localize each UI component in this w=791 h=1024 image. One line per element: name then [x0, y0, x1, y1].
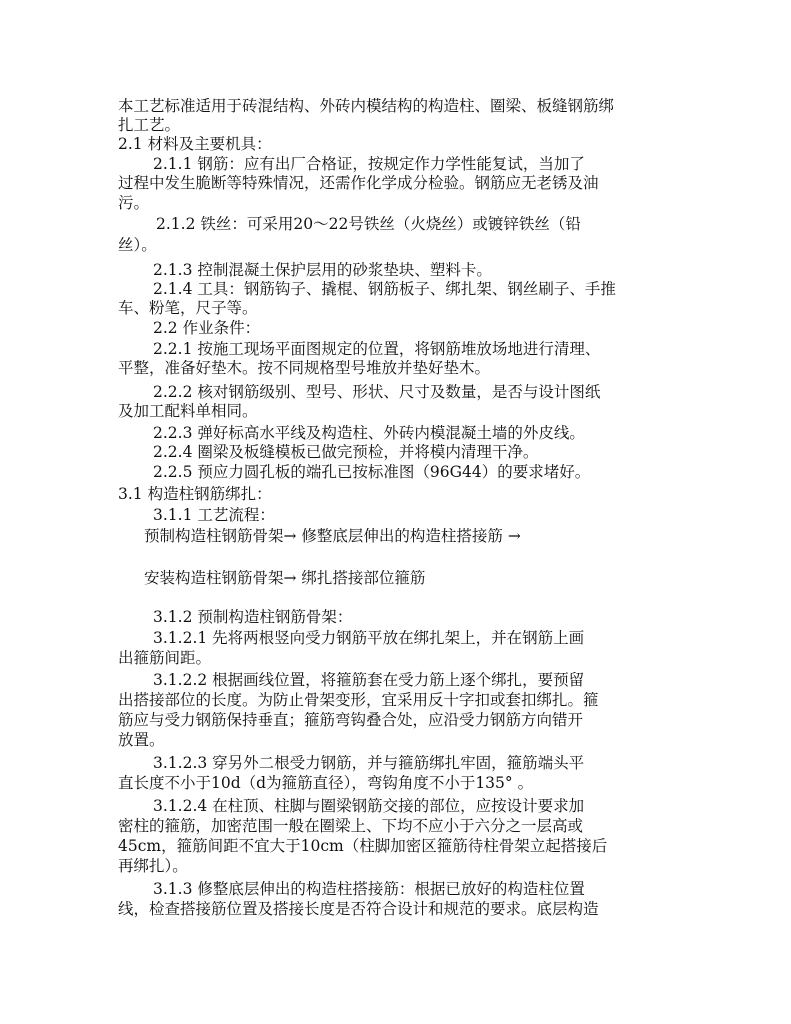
item-3-1-2-4-line-4: 再绑扎）。	[118, 857, 188, 875]
item-2-2-1-line-2: 平整，准备好垫木。按不同规格型号堆放并垫好垫木。	[118, 359, 491, 377]
paragraph-intro-line-1: 本工艺标准适用于砖混结构、外砖内模结构的构造柱、圈梁、板缝钢筋绑	[118, 97, 615, 115]
item-2-1-4-line-1: 2.1.4 工具：钢筋钩子、撬棍、钢筋板子、绑扎架、钢丝刷子、手推	[153, 280, 616, 298]
item-3-1-2-3-line-2: 直长度不小于10d（d为箍筋直径），弯钩角度不小于135° 。	[118, 774, 534, 792]
process-flow-line-2: 安装构造柱钢筋骨架→ 绑扎搭接部位箍筋	[144, 569, 426, 587]
item-3-1-2-2-line-4: 放置。	[118, 731, 165, 749]
item-2-2-3: 2.2.3 弹好标高水平线及构造柱、外砖内模混凝土墙的外皮线。	[153, 424, 585, 442]
item-3-1-2-1-line-2: 出箍筋间距。	[118, 649, 212, 667]
process-flow-line-1: 预制构造柱钢筋骨架→ 修整底层伸出的构造柱搭接筋 →	[144, 527, 521, 545]
item-2-1-2-line-2: 丝）。	[118, 236, 157, 254]
heading-2-1: 2.1 材料及主要机具：	[118, 135, 272, 153]
item-2-1-4-line-2: 车、粉笔，尺子等。	[118, 299, 258, 317]
item-3-1-2: 3.1.2 预制构造柱钢筋骨架：	[153, 608, 353, 626]
item-3-1-3-line-1: 3.1.3 修整底层伸出的构造柱搭接筋：根据已放好的构造柱位置	[153, 880, 585, 898]
item-3-1-2-4-line-1: 3.1.2.4 在柱顶、柱脚与圈梁钢筋交接的部位，应按设计要求加	[153, 797, 585, 815]
item-2-1-2-line-1: 2.1.2 铁丝：可采用20～22号铁丝（火烧丝）或镀锌铁丝（铅	[156, 215, 581, 233]
item-2-2-2-line-2: 及加工配料单相同。	[118, 402, 258, 420]
item-2-1-1-line-1: 2.1.1 钢筋：应有出厂合格证，按规定作力学性能复试，当加了	[153, 155, 585, 173]
item-2-2-5: 2.2.5 预应力圆孔板的端孔已按标准图（96G44）的要求堵好。	[153, 463, 591, 481]
item-2-1-1-line-2: 过程中发生脆断等特殊情况，还需作化学成分检验。钢筋应无老锈及油	[118, 174, 599, 192]
heading-3-1: 3.1 构造柱钢筋绑扎：	[118, 485, 272, 503]
paragraph-intro-line-2: 扎工艺。	[118, 116, 181, 134]
item-2-2-2-line-1: 2.2.2 核对钢筋级别、型号、形状、尺寸及数量，是否与设计图纸	[153, 383, 601, 401]
item-2-2-4: 2.2.4 圈梁及板缝模板已做完预检，并将模内清理干净。	[153, 443, 539, 461]
item-2-1-1-line-3: 污。	[118, 194, 150, 212]
item-2-2-1-line-1: 2.2.1 按施工现场平面图规定的位置，将钢筋堆放场地进行清理、	[153, 340, 601, 358]
item-3-1-2-1-line-1: 3.1.2.1 先将两根竖向受力钢筋平放在绑扎架上，并在钢筋上画	[153, 629, 585, 647]
item-3-1-2-2-line-1: 3.1.2.2 根据画线位置，将箍筋套在受力筋上逐个绑扎，要预留	[153, 671, 585, 689]
item-3-1-3-line-2: 线，检查搭接筋位置及搭接长度是否符合设计和规范的要求。底层构造	[118, 900, 599, 918]
item-3-1-2-4-line-2: 密柱的箍筋，加密范围一般在圈梁上、下均不应小于六分之一层高或	[118, 817, 584, 835]
item-3-1-1: 3.1.1 工艺流程：	[153, 506, 275, 524]
item-3-1-2-3-line-1: 3.1.2.3 穿另外二根受力钢筋，并与箍筋绑扎牢固，箍筋端头平	[153, 754, 585, 772]
heading-2-2: 2.2 作业条件：	[153, 319, 261, 337]
item-3-1-2-2-line-2: 出搭接部位的长度。为防止骨架变形，宜采用反十字扣或套扣绑扎。箍	[118, 691, 599, 709]
item-3-1-2-2-line-3: 筋应与受力钢筋保持垂直；箍筋弯钩叠合处，应沿受力钢筋方向错开	[118, 711, 584, 729]
item-2-1-3: 2.1.3 控制混凝土保护层用的砂浆垫块、塑料卡。	[153, 261, 492, 279]
item-3-1-2-4-line-3: 45cm，箍筋间距不宜大于10cm（柱脚加密区箍筋待柱骨架立起搭接后	[118, 837, 608, 855]
